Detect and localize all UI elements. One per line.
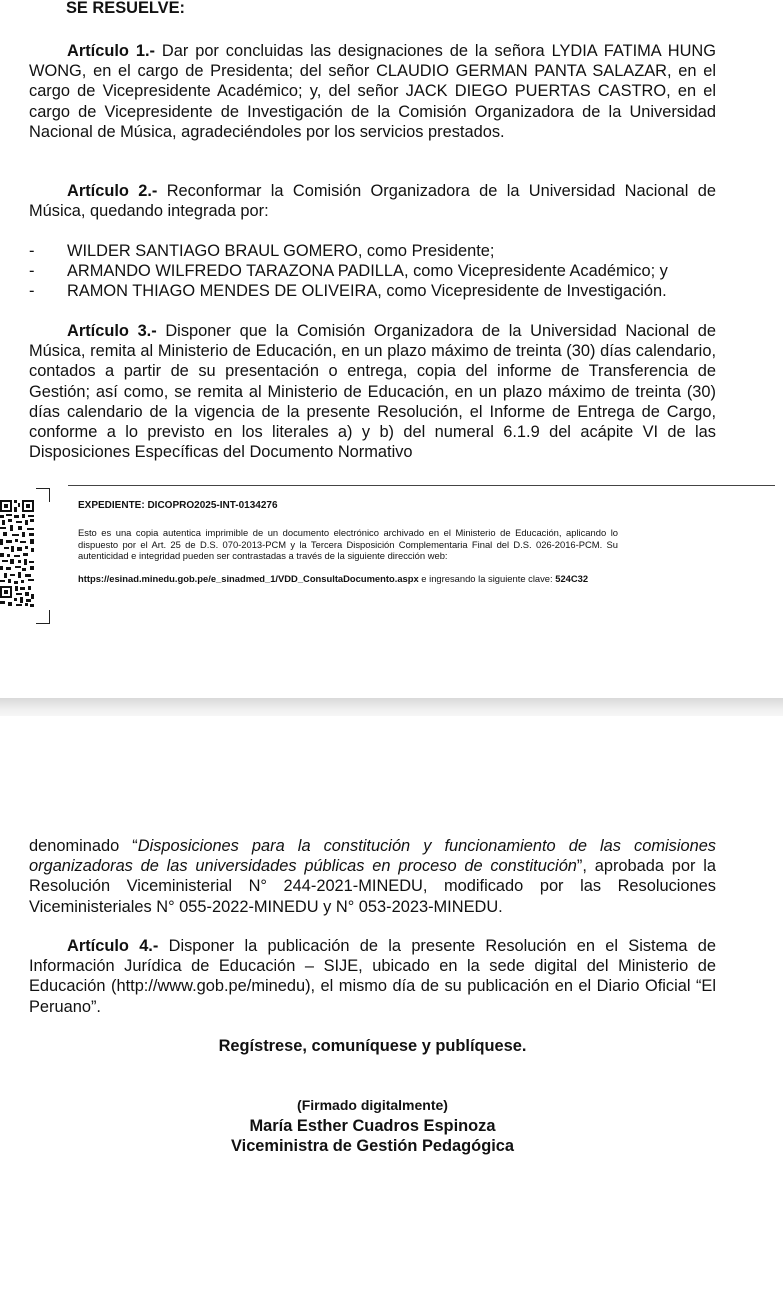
article-2-text: Reconformar la Comisión Organizadora de la Universidad Nacional de Música, quedando integrada por: bbox=[29, 182, 717, 221]
qr-code-icon bbox=[0, 497, 36, 611]
article-3-continuation bbox=[29, 836, 716, 917]
continuation-prefix: denominado “ bbox=[29, 837, 138, 855]
article-2 bbox=[29, 181, 716, 221]
signed-note: (Firmado digitalmente) bbox=[297, 1097, 448, 1113]
authenticity-note: Esto es una copia autentica imprimible de un documento electrónico archivado en el Ministerio de Educación, aplicando lo dispuesto por el Art. 25 de D.S. 070-2013-PCM y la Tercera Disposición Complementaria Final del D.S. 026-2016-PCM. Su autenticidad e integridad pueden ser contrastadas a través de la siguiente dirección web: bbox=[78, 527, 618, 561]
continuation-suffix: ”, aprobada por la Resolución Viceministerial N° 244-2021-MINEDU, modificado por las Resoluciones Viceministeriales N° 055-2022-MINEDU y N° 053-2023-MINEDU. bbox=[29, 857, 716, 916]
member-academic-vp: ARMANDO WILFREDO TARAZONA PADILLA, como Vicepresidente Académico; y bbox=[67, 262, 668, 281]
article-4 bbox=[29, 936, 716, 1017]
member-research-vp: RAMON THIAGO MENDES DE OLIVEIRA, como Vicepresidente de Investigación. bbox=[67, 282, 667, 301]
document-page-2 bbox=[0, 716, 783, 1316]
resolution-heading: SE RESUELVE: bbox=[66, 0, 186, 17]
article-3-text: Disponer que la Comisión Organizadora de la Universidad Nacional de Música, remita al Ministerio de Educación, en un plazo máximo de treinta (30) días calendario, contados a partir de su presentación o entrega, copia del informe de Transferencia de Gestión; así como, se remita al Ministerio de Educación, en un plazo máximo de treinta (30) días calendario de la vigencia de la presente Resolución, el Informe de Entrega de Cargo, conforme a lo previsto en los literales a) y b) del numeral 6.1.9 del acápite VI de las Disposiciones Específicas del Documento Normativo bbox=[29, 322, 716, 462]
verification-url-suffix: e ingresando la siguiente clave: bbox=[418, 573, 556, 585]
article-1-label: Artículo 1.- bbox=[67, 42, 155, 60]
members-list bbox=[29, 241, 749, 302]
closing-formula: Regístrese, comuníquese y publíquese. bbox=[218, 1037, 527, 1055]
article-1 bbox=[29, 41, 716, 142]
list-dash: - bbox=[29, 282, 35, 301]
stamp-corner-top bbox=[36, 488, 50, 502]
stamp-corner-bottom bbox=[36, 610, 50, 624]
authenticity-stamp bbox=[78, 500, 618, 584]
list-item bbox=[29, 261, 749, 281]
footer-divider bbox=[68, 485, 775, 486]
list-dash: - bbox=[29, 242, 35, 260]
article-4-label: Artículo 4.- bbox=[67, 937, 159, 955]
verification-line bbox=[78, 573, 588, 584]
member-president: WILDER SANTIAGO BRAUL GOMERO, como Presidente; bbox=[67, 242, 495, 260]
verification-key: 524C32 bbox=[555, 573, 589, 585]
signer-name: María Esther Cuadros Espinoza bbox=[249, 1117, 496, 1135]
article-3-label: Artículo 3.- bbox=[67, 322, 157, 340]
article-2-label: Artículo 2.- bbox=[67, 182, 158, 200]
signer-title: Viceministra de Gestión Pedagógica bbox=[231, 1137, 514, 1155]
list-item bbox=[29, 241, 749, 261]
page-separator bbox=[0, 698, 783, 716]
expediente-number: EXPEDIENTE: DICOPRO2025-INT-0134276 bbox=[78, 500, 278, 511]
article-1-text: Dar por concluidas las designaciones de la señora LYDIA FATIMA HUNG WONG, en el cargo de Presidenta; del señor CLAUDIO GERMAN PANTA SALAZAR, en el cargo de Vicepresidente Académico; y, del señor JACK DIEGO PUERTAS CASTRO, en el cargo de Vicepresidente de Investigación de la Comisión Organizadora de la Universidad Nacional de Música, agradeciéndoles por los servicios prestados. bbox=[29, 42, 716, 141]
list-item bbox=[29, 281, 749, 301]
normative-document-title: Disposiciones para la constitución y funcionamiento de las comisiones organizadoras de las universidades públicas en proceso de constitución bbox=[29, 837, 717, 876]
article-4-text: Disponer la publicación de la presente Resolución en el Sistema de Información Jurídica de Educación – SIJE, ubicado en la sede digital del Ministerio de Educación (http://www.gob.pe/minedu), el mismo día de su publicación en el Diario Oficial “El Peruano”. bbox=[29, 937, 716, 1016]
list-dash: - bbox=[29, 262, 35, 281]
verification-url[interactable]: https://esinad.minedu.gob.pe/e_sinadmed_1/VDD_ConsultaDocumento.aspx bbox=[78, 573, 419, 585]
article-3 bbox=[29, 321, 716, 462]
